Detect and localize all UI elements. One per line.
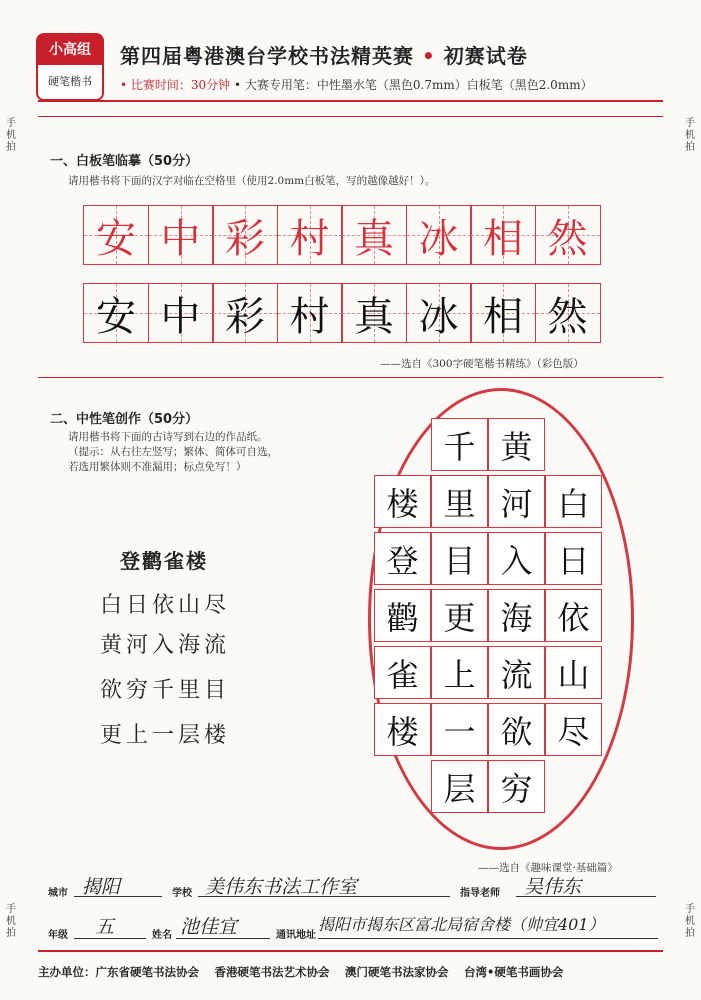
school-label: 学校 <box>172 888 192 899</box>
section1-title: 一、白板笔临摹（50分） <box>50 154 199 169</box>
side-label-left-top: 手机拍 <box>6 118 16 153</box>
badge-subtitle: 硬笔楷书 <box>48 75 92 88</box>
model-cell: 相 <box>470 205 536 265</box>
poem-line: 黄河入海流 <box>100 633 231 658</box>
grade-label: 年级 <box>48 930 68 941</box>
artwork-cell: 更 <box>431 589 488 642</box>
poem-line: 更上一层楼 <box>100 723 231 748</box>
teacher-value: 吴伟东 <box>524 876 582 898</box>
section-divider <box>38 377 663 378</box>
teacher-label: 指导老师 <box>460 888 500 899</box>
model-cell: 村 <box>277 205 343 265</box>
exam-info: • 比赛时间：30分钟 • 大赛专用笔：中性墨水笔（黑色0.7mm）白板笔（黑色2.0mm） <box>120 78 593 92</box>
address-underline <box>318 938 658 939</box>
organizers: 主办单位：广东省硬笔书法协会 香港硬笔书法艺术协会 澳门硬笔书法家协会 台湾•硬笔书画协会 <box>38 965 564 979</box>
section2-source: ——选自《趣味课堂·基础篇》 <box>478 862 618 874</box>
side-label-left-bottom: 手机拍 <box>6 904 16 939</box>
model-cell: 彩 <box>212 205 278 265</box>
copy-cell: 安 <box>83 283 149 343</box>
artwork-cell: 雀 <box>374 646 431 699</box>
city-value: 揭阳 <box>82 876 121 898</box>
artwork-cell: 目 <box>431 532 488 585</box>
artwork-cell: 千 <box>431 418 488 471</box>
copy-cell: 冰 <box>406 283 472 343</box>
artwork-cell: 河 <box>488 475 545 528</box>
model-cell: 中 <box>148 205 214 265</box>
artwork-cell: 流 <box>488 646 545 699</box>
school-underline <box>198 896 450 897</box>
section1-instruction: 请用楷书将下面的汉字对临在空格里（使用2.0mm白板笔，写的越像越好！）。 <box>68 175 436 187</box>
artwork-cell: 日 <box>545 532 602 585</box>
artwork-cell: 依 <box>545 589 602 642</box>
copy-grid <box>83 283 599 343</box>
badge-title: 小高组 <box>38 35 102 65</box>
copy-cell: 真 <box>341 283 407 343</box>
page-title: 第四届粤港澳台学校书法精英赛 • 初赛试卷 <box>120 44 528 68</box>
poem-title: 登鹳雀楼 <box>120 549 208 573</box>
copy-cell: 中 <box>148 283 214 343</box>
school-value: 美伟东书法工作室 <box>205 876 358 898</box>
artwork-cell: 鹳 <box>374 589 431 642</box>
copy-cell: 然 <box>535 283 601 343</box>
artwork-cell: 山 <box>545 646 602 699</box>
artwork-cell: 海 <box>488 589 545 642</box>
model-cell: 然 <box>535 205 601 265</box>
copy-cell: 村 <box>277 283 343 343</box>
header-divider-thin <box>38 116 663 117</box>
artwork-cell: 穷 <box>488 760 545 813</box>
name-underline <box>176 938 270 939</box>
artwork-cell: 登 <box>374 532 431 585</box>
artwork-cell: 黄 <box>488 418 545 471</box>
artwork-cell: 里 <box>431 475 488 528</box>
grade-value: 五 <box>95 916 115 938</box>
poem-line: 欲穷千里目 <box>100 678 231 703</box>
address-value: 揭阳市揭东区富北局宿舍楼（帅宜401） <box>318 915 605 934</box>
artwork-cell: 层 <box>431 760 488 813</box>
footer-divider <box>38 950 663 952</box>
artwork-cell: 楼 <box>374 703 431 756</box>
section2-instruction: 请用楷书将下面的古诗写到右边的作品纸。 （提示：从右往左竖写；繁体、简体可自选， 若选用繁体则不准漏用；标点免写！） <box>68 431 278 473</box>
artwork-cell: 入 <box>488 532 545 585</box>
poem-line: 白日依山尽 <box>100 593 231 618</box>
name-label: 姓名 <box>152 930 172 941</box>
header-divider <box>38 100 663 102</box>
address-label: 通讯地址 <box>276 930 316 941</box>
teacher-underline <box>516 896 656 897</box>
copy-cell: 相 <box>470 283 536 343</box>
name-value: 池佳宜 <box>180 916 238 938</box>
section2-title: 二、中性笔创作（50分） <box>50 412 199 427</box>
artwork-cell: 尽 <box>545 703 602 756</box>
city-label: 城市 <box>48 888 68 899</box>
model-grid <box>83 205 599 265</box>
artwork-cell: 上 <box>431 646 488 699</box>
artwork-cell: 一 <box>431 703 488 756</box>
artwork-cell: 欲 <box>488 703 545 756</box>
side-label-right-top: 手机拍 <box>685 118 695 153</box>
model-cell: 真 <box>341 205 407 265</box>
group-badge <box>36 33 104 101</box>
city-underline <box>74 896 162 897</box>
grade-underline <box>74 938 146 939</box>
artwork-cell: 楼 <box>374 475 431 528</box>
section1-source: ——选自《300字硬笔楷书精练》（彩色版） <box>380 358 584 370</box>
artwork-cell: 白 <box>545 475 602 528</box>
copy-cell: 彩 <box>212 283 278 343</box>
model-cell: 冰 <box>406 205 472 265</box>
model-cell: 安 <box>83 205 149 265</box>
side-label-right-bottom: 手机拍 <box>685 904 695 939</box>
